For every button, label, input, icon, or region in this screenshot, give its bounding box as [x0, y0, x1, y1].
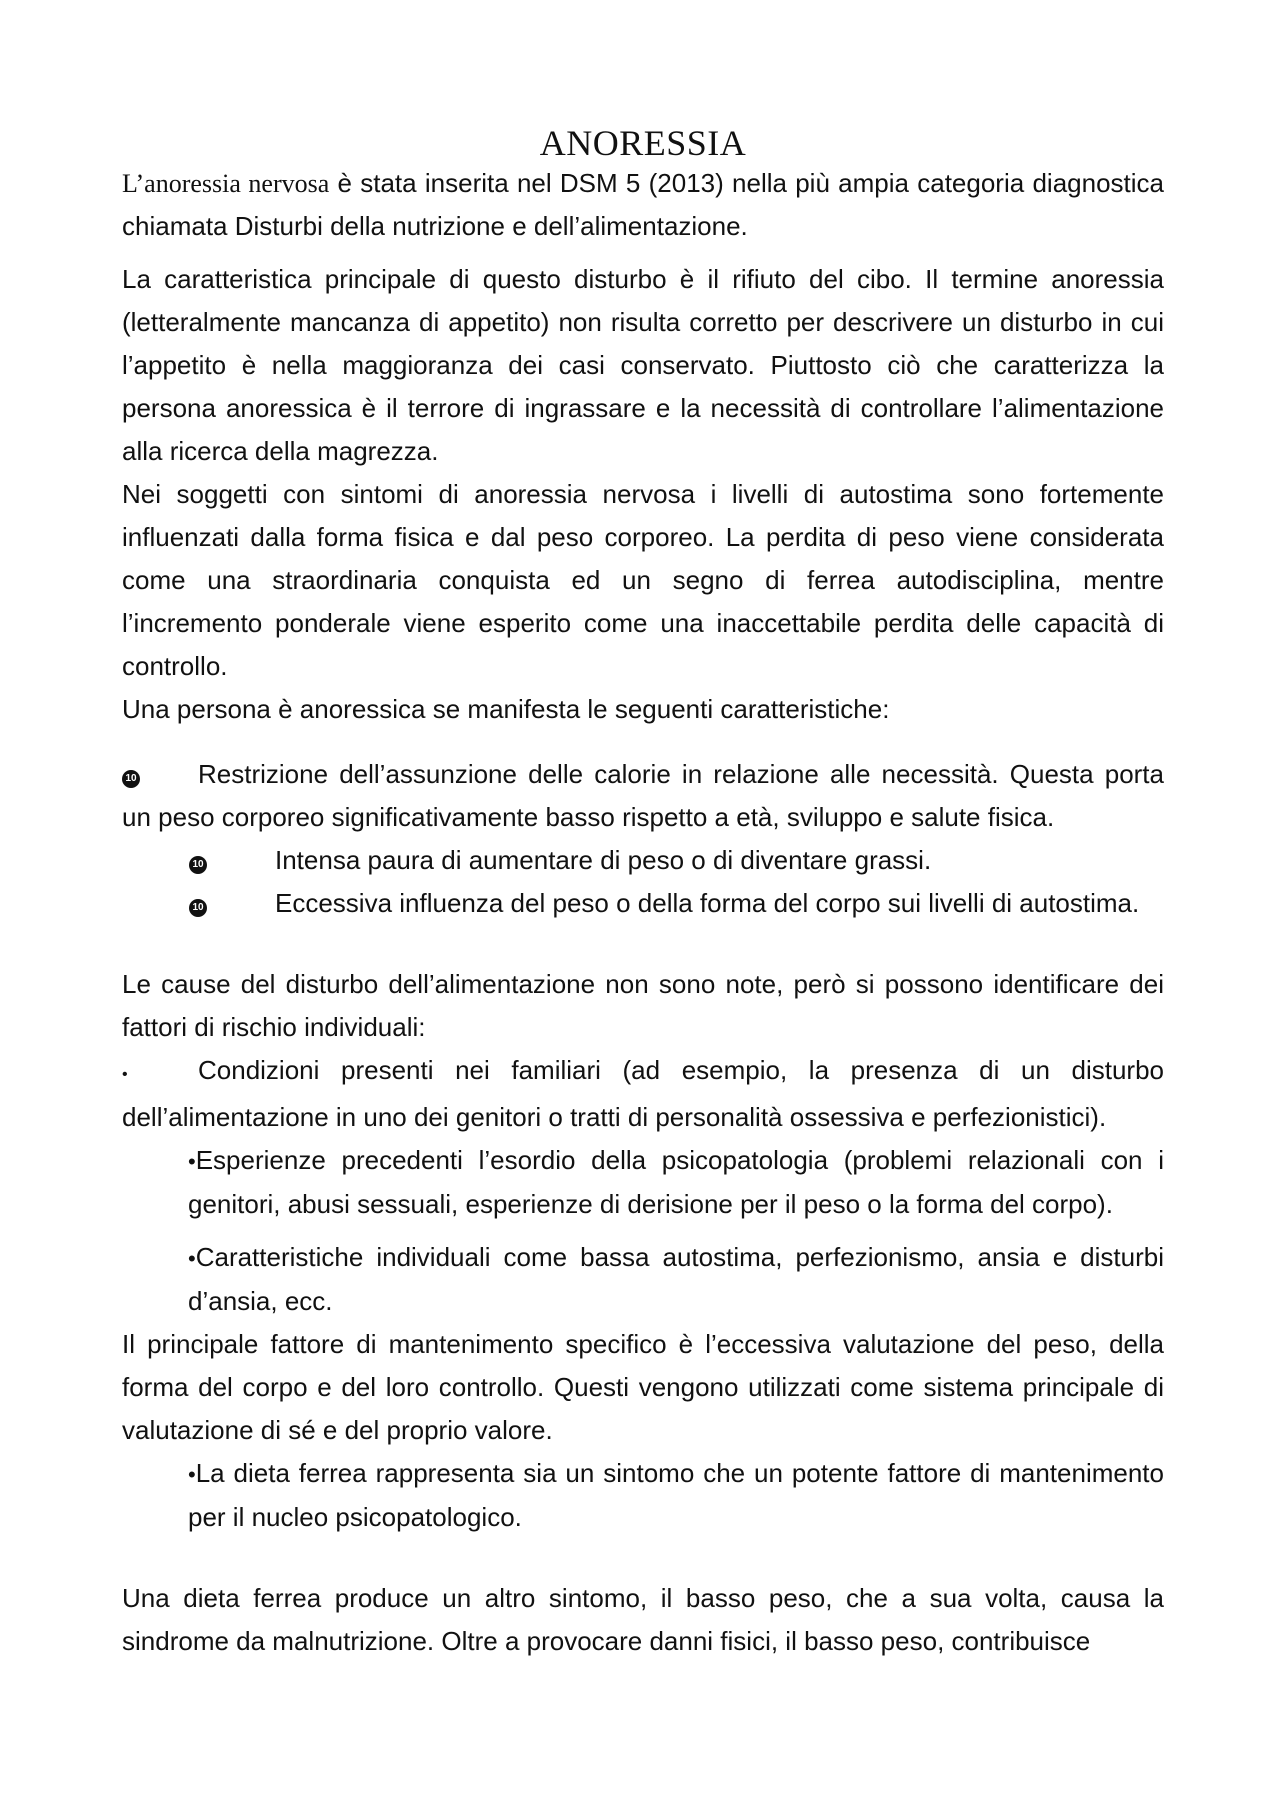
maintenance-bullet-text: La dieta ferrea rappresenta sia un sintomo che un potente fattore di mantenimento per il nucleo psicopatologico.: [188, 1458, 1164, 1532]
bullet-icon: •: [122, 1066, 128, 1083]
bullet-icon: •: [188, 1462, 196, 1487]
paragraph-criteria-intro: Una persona è anoressica se manifesta le seguenti caratteristiche:: [122, 694, 890, 724]
intro-lead: L’anoressia nervosa: [122, 169, 330, 198]
risk-factor-text: Caratteristiche individuali come bassa autostima, perfezionismo, ansia e disturbi d’ansia, ecc.: [188, 1242, 1164, 1316]
numbered-circle-icon: 10: [122, 770, 140, 788]
numbered-item-3: [122, 882, 1164, 925]
risk-factor-item-3: [122, 1236, 1164, 1323]
numbered-item-text: Eccessiva influenza del peso o della forma del corpo sui livelli di autostima.: [275, 888, 1140, 918]
document-page: [122, 118, 1164, 1663]
numbered-circle-icon: 10: [189, 899, 207, 917]
maintenance-bullet-item: [122, 1452, 1164, 1539]
page-title: ANORESSIA: [539, 123, 747, 163]
paragraph-main-characteristic: La caratteristica principale di questo disturbo è il rifiuto del cibo. Il termine anoressia (letteralmente mancanza di appetito) non risulta corretto per descrivere un disturbo in cui l’appetito è nella maggioranza dei casi conservato. Piuttosto ciò che caratterizza la persona anoressica è il terrore di ingrassare e la necessità di controllare l’alimentazione alla ricerca della magrezza.: [122, 264, 1164, 466]
risk-factor-text: Esperienze precedenti l’esordio della psicopatologia (problemi relazionali con i genitori, abusi sessuali, esperienze di derisione per il peso o la forma del corpo).: [188, 1145, 1164, 1219]
numbered-item-2: [122, 839, 1164, 882]
risk-factor-item-1: [122, 1049, 1164, 1139]
bullet-icon: •: [188, 1246, 196, 1271]
paragraph-maintenance: Il principale fattore di mantenimento specifico è l’eccessiva valutazione del peso, della forma del corpo e del loro controllo. Questi vengono utilizzati come sistema principale di valutazione di sé e del proprio valore.: [122, 1329, 1164, 1445]
numbered-item-text: Intensa paura di aumentare di peso o di diventare grassi.: [275, 845, 932, 875]
numbered-circle-icon: 10: [189, 856, 207, 874]
paragraph-causes: Le cause del disturbo dell’alimentazione non sono note, però si possono identificare dei fattori di rischio individuali:: [122, 969, 1164, 1042]
numbered-item-1: [122, 753, 1164, 839]
paragraph-malnutrition: Una dieta ferrea produce un altro sintomo, il basso peso, che a sua volta, causa la sindrome da malnutrizione. Oltre a provocare danni fisici, il basso peso, contribuisce: [122, 1583, 1164, 1656]
risk-factor-item-2: [122, 1139, 1164, 1226]
numbered-item-text: Restrizione dell’assunzione delle calorie in relazione alle necessità. Questa porta un peso corporeo significativamente basso rispetto a età, sviluppo e salute fisica.: [122, 759, 1164, 832]
bullet-icon: •: [188, 1149, 196, 1174]
intro-paragraph: [122, 162, 1164, 248]
risk-factor-text: Condizioni presenti nei familiari (ad esempio, la presenza di un disturbo dell’alimentazione in uno dei genitori o tratti di personalità ossessiva e perfezionistici).: [122, 1055, 1164, 1132]
paragraph-self-esteem: Nei soggetti con sintomi di anoressia nervosa i livelli di autostima sono fortemente influenzati dalla forma fisica e dal peso corporeo. La perdita di peso viene considerata come una straordinaria conquista ed un segno di ferrea autodisciplina, mentre l’incremento ponderale viene esperito come una inaccettabile perdita delle capacità di controllo.: [122, 479, 1164, 681]
intro-rest: è stata inserita nel DSM 5 (2013) nella più ampia categoria diagnostica chiamata Disturbi della nutrizione e dell’alimentazione.: [122, 168, 1164, 241]
